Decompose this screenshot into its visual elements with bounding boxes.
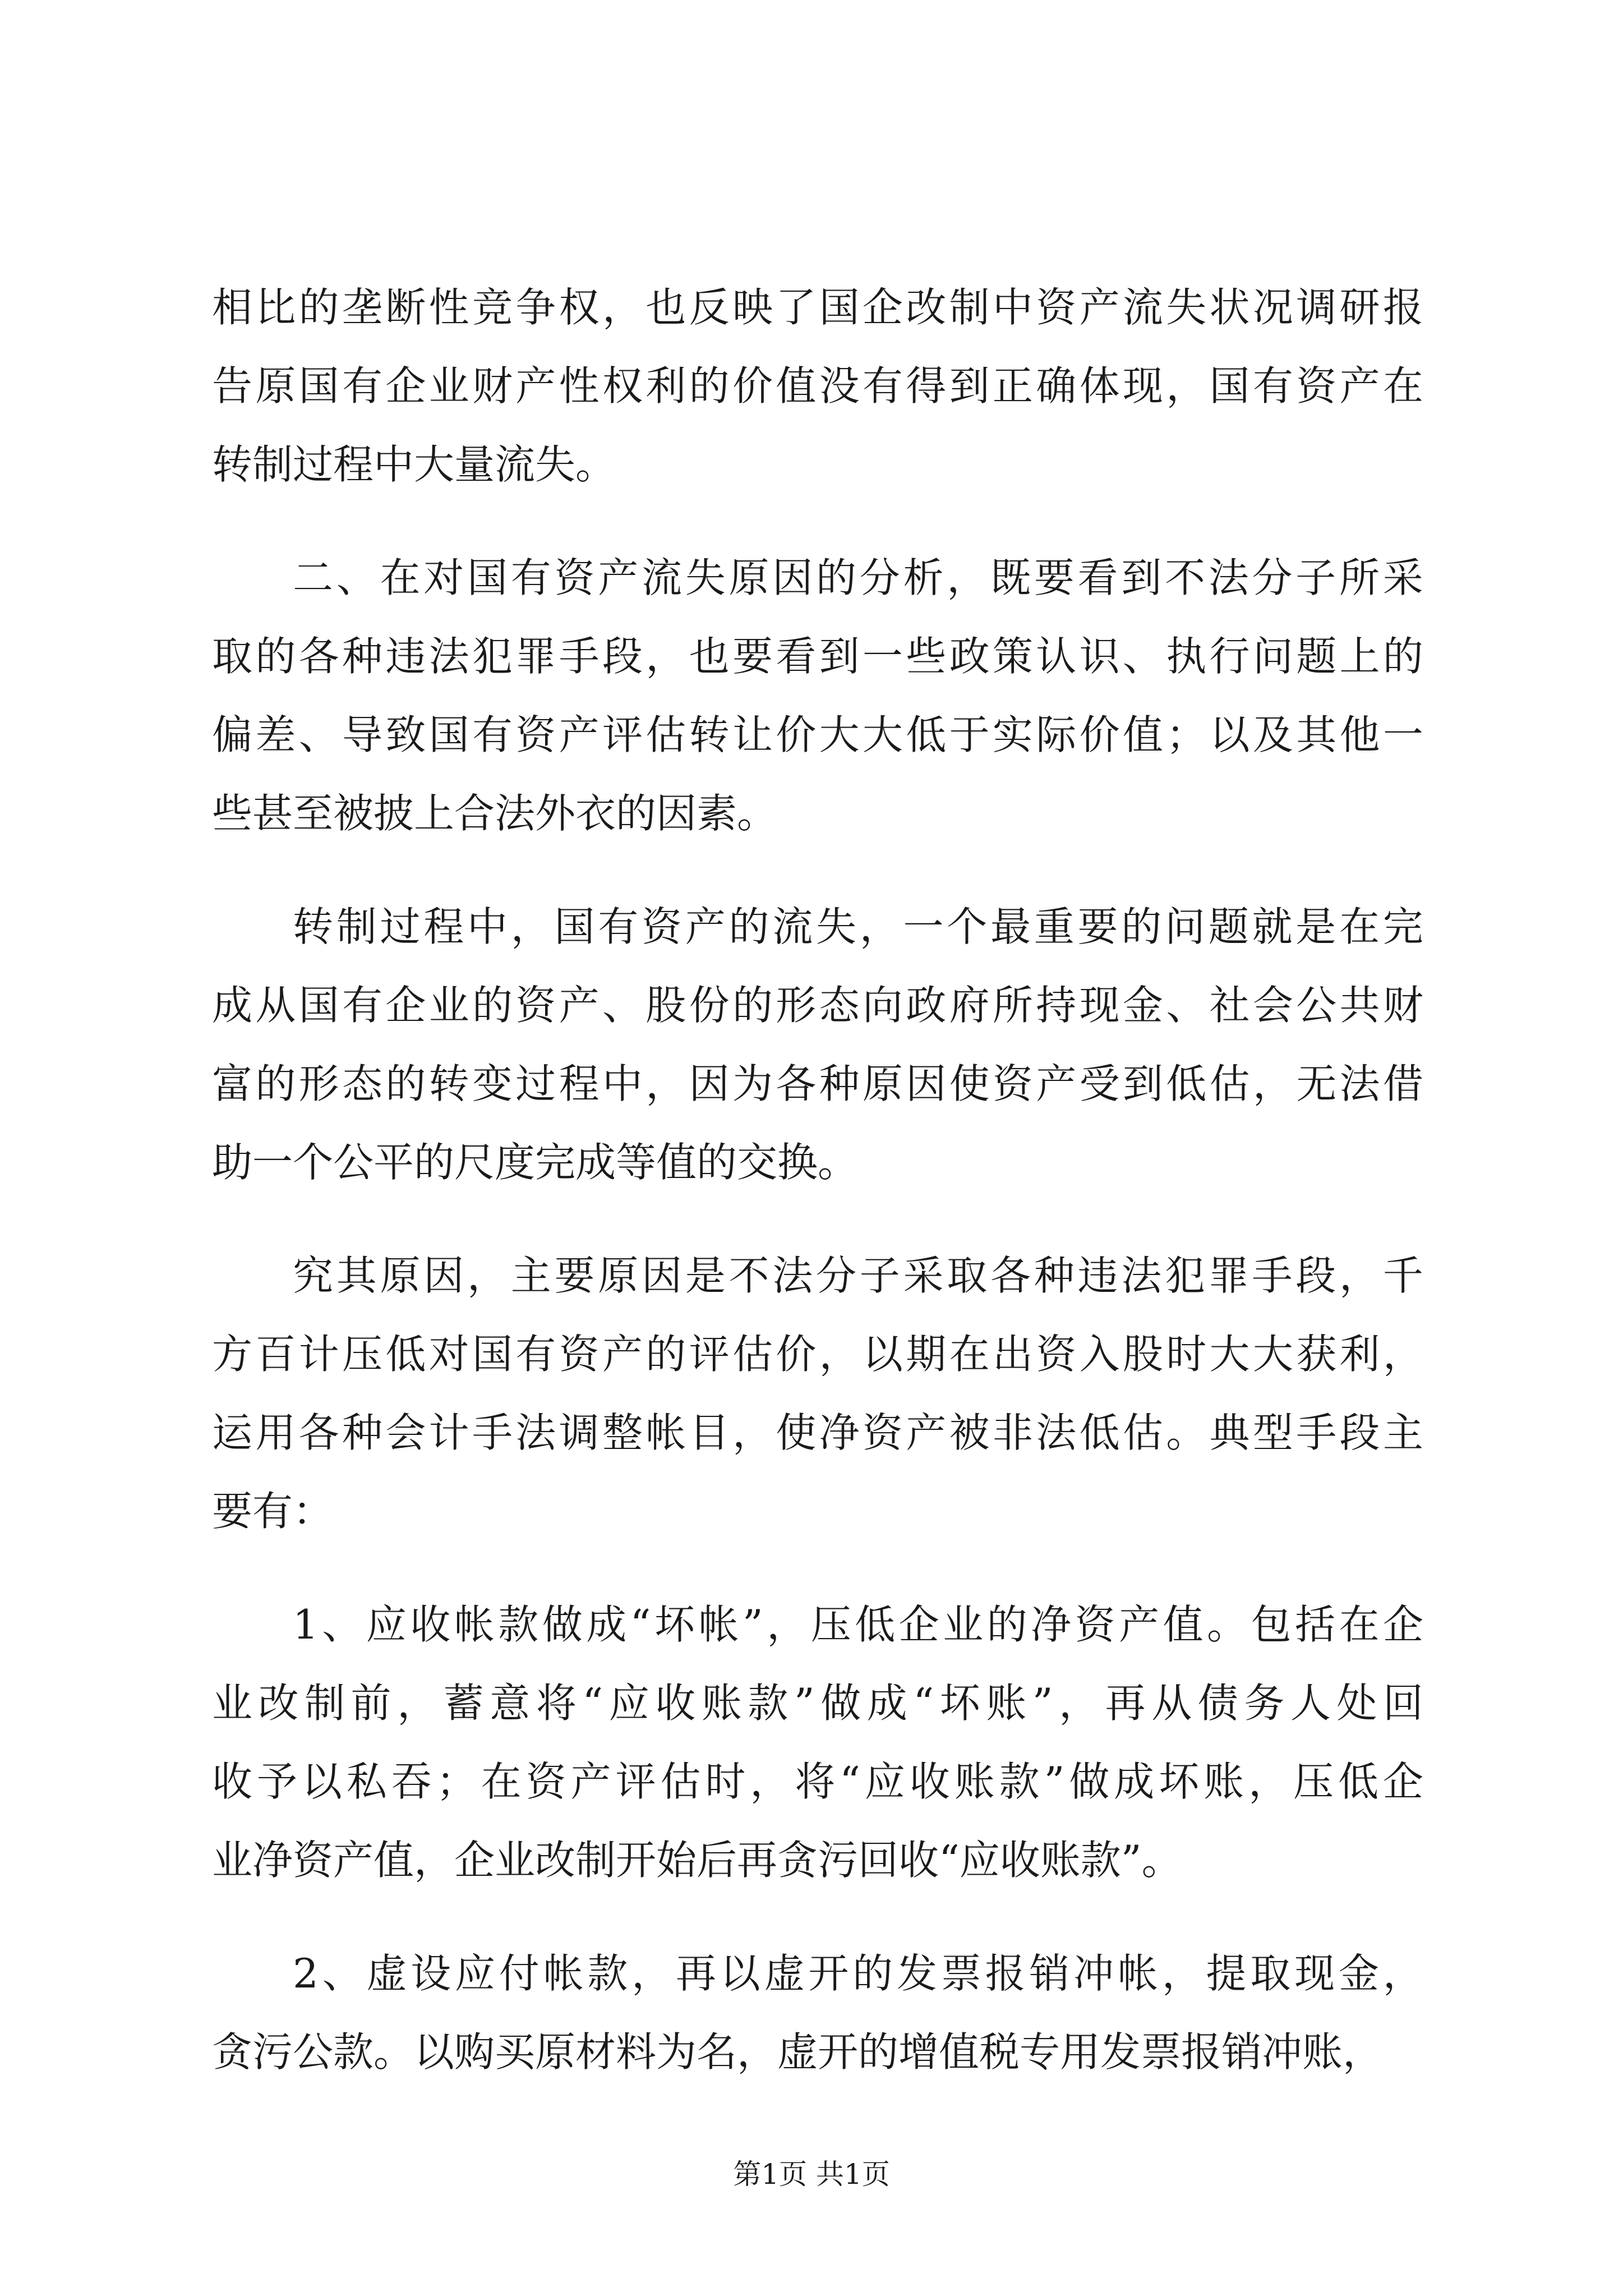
page-footer: 第1页 共1页 bbox=[733, 2158, 890, 2191]
text-line: 转制过程中大量流失。 bbox=[212, 441, 616, 488]
text-line: 二 、 在 对 国 有 资 产 流 失 原 因 的 分 析 ， 既 要 看 到 不 法 分 子 所 采 bbox=[293, 554, 1423, 601]
text-line: 运 用 各 种 会 计 手 法 调 整 帐 目 ， 使 净 资 产 被 非 法 低 估 。 典 型 手 段 主 bbox=[212, 1409, 1423, 1456]
text-line: 业净资产值，企业改制开始后再贪污回收“应收账款”。 bbox=[212, 1837, 1182, 1884]
text-line: 究 其 原 因 ， 主 要 原 因 是 不 法 分 子 采 取 各 种 违 法 犯 罪 手 段 ， 千 bbox=[293, 1252, 1423, 1299]
text-line: 要有： bbox=[212, 1488, 334, 1535]
text-line: 助一个公平的尺度完成等值的交换。 bbox=[212, 1139, 859, 1186]
text-line: 取 的 各 种 违 法 犯 罪 手 段 ， 也 要 看 到 一 些 政 策 认 识 、 执 行 问 题 上 的 bbox=[212, 633, 1423, 680]
document-body bbox=[212, 0, 1423, 2076]
text-line: 偏 差 、 导 致 国 有 资 产 评 估 转 让 价 大 大 低 于 实 际 价 值 ； 以 及 其 他 一 bbox=[212, 711, 1423, 758]
text-line: 方 百 计 压 低 对 国 有 资 产 的 评 估 价 ， 以 期 在 出 资 入 股 时 大 大 获 利 ， bbox=[212, 1331, 1423, 1378]
text-line: 成 从 国 有 企 业 的 资 产 、 股 份 的 形 态 向 政 府 所 持 现 金 、 社 会 公 共 财 bbox=[212, 982, 1423, 1029]
text-line: 告 原 国 有 企 业 财 产 性 权 利 的 价 值 没 有 得 到 正 确 体 现 ， 国 有 资 产 在 bbox=[212, 362, 1423, 409]
text-line: 业 改 制 前 ， 蓄 意 将 “ 应 收 账 款 ” 做 成 “ 坏 账 ” ， 再 从 债 务 人 处 回 bbox=[212, 1680, 1423, 1727]
text-line: 收 予 以 私 吞 ； 在 资 产 评 估 时 ， 将 “ 应 收 账 款 ” 做 成 坏 账 ， 压 低 企 bbox=[212, 1758, 1423, 1805]
text-line: 相 比 的 垄 断 性 竞 争 权 ， 也 反 映 了 国 企 改 制 中 资 产 流 失 状 况 调 研 报 bbox=[212, 284, 1423, 331]
text-line: 些甚至被披上合法外衣的因素。 bbox=[212, 790, 778, 837]
text-line: 2 、 虚 设 应 付 帐 款 ， 再 以 虚 开 的 发 票 报 销 冲 帐 ， 提 取 现 金 ， bbox=[293, 1950, 1423, 1997]
text-line: 1 、 应 收 帐 款 做 成 “ 坏 帐 ” ， 压 低 企 业 的 净 资 产 值 。 包 括 在 企 bbox=[293, 1601, 1423, 1648]
text-line: 转 制 过 程 中 ， 国 有 资 产 的 流 失 ， 一 个 最 重 要 的 问 题 就 是 在 完 bbox=[293, 903, 1423, 950]
text-line: 富 的 形 态 的 转 变 过 程 中 ， 因 为 各 种 原 因 使 资 产 受 到 低 估 ， 无 法 借 bbox=[212, 1060, 1423, 1107]
text-line: 贪污公款。以购买原材料为名，虚开的增值税专用发票报销冲账， bbox=[212, 2028, 1384, 2076]
